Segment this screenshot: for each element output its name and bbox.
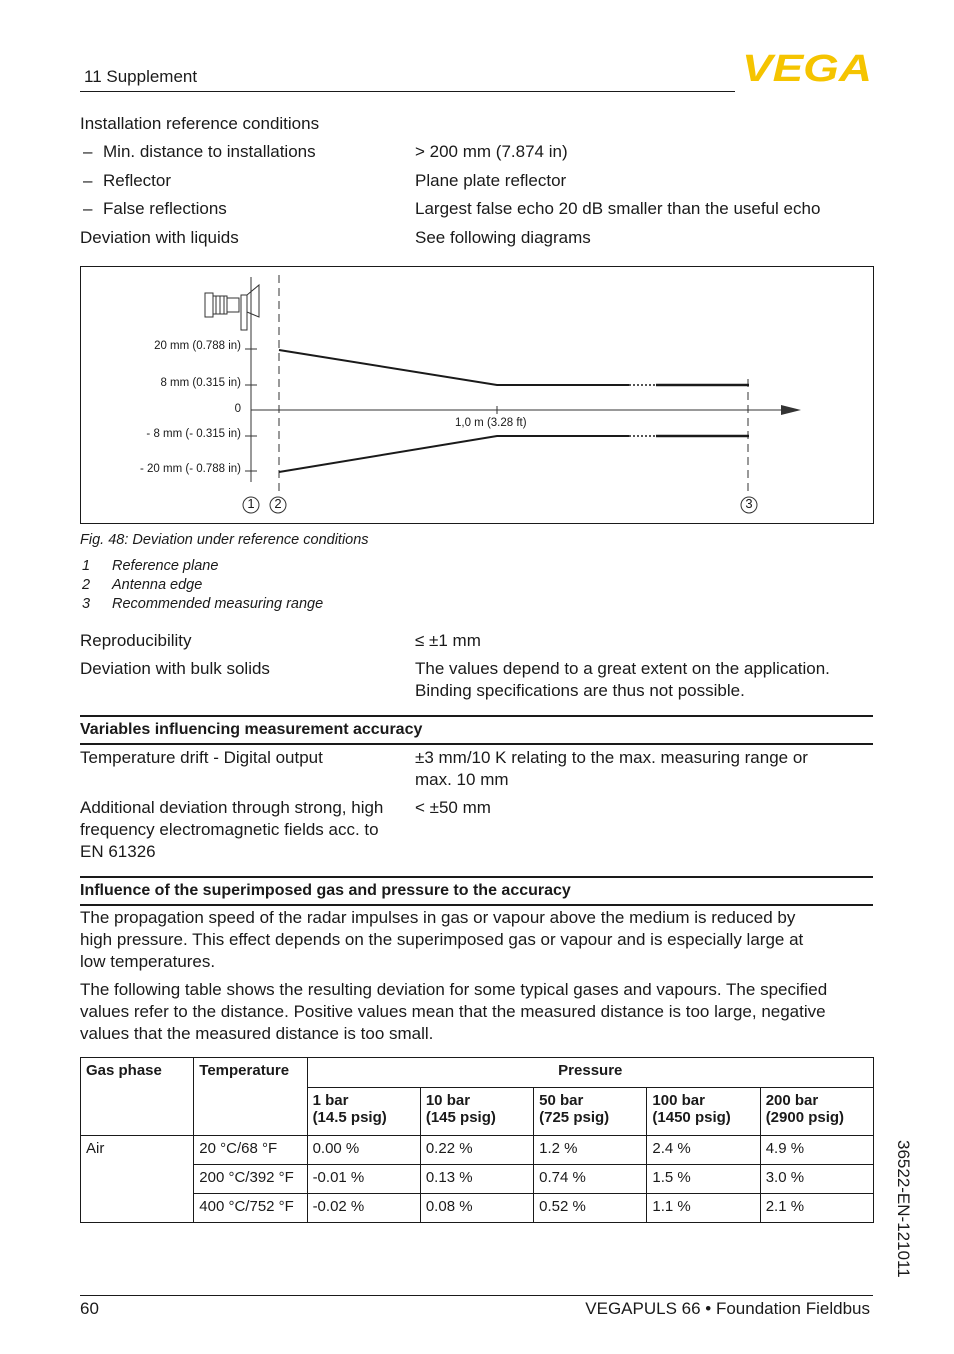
- page-number: 60: [80, 1299, 99, 1318]
- header-temperature: Temperature: [194, 1058, 307, 1136]
- gas-pressure-table: [80, 1057, 874, 1223]
- y-label-neg8: - 8 mm (- 0.315 in): [146, 428, 241, 440]
- repro-label: Reproducibility: [80, 631, 192, 650]
- y-label-8: 8 mm (0.315 in): [160, 377, 241, 389]
- value-cell: 0.22 %: [420, 1136, 533, 1165]
- lower-deviation-line: [279, 436, 629, 472]
- document-code: 36522-EN-121011: [894, 1140, 913, 1278]
- value-cell: 1.1 %: [647, 1194, 760, 1223]
- y-label-20: 20 mm (0.788 in): [154, 340, 241, 352]
- table-row: [81, 1165, 874, 1194]
- legend-text-3: Recommended measuring range: [112, 596, 324, 612]
- value-cell: 2.1 %: [760, 1194, 873, 1223]
- influence-p2-line3: values that the measured distance is too small.: [80, 1024, 434, 1043]
- temp-cell: 400 °C/752 °F: [194, 1194, 307, 1223]
- legend-num-2: 2: [82, 577, 91, 593]
- footer-product: VEGAPULS 66 • Foundation Fieldbus: [585, 1299, 870, 1318]
- em-value: < ±50 mm: [415, 798, 491, 817]
- value-cell: 0.08 %: [420, 1194, 533, 1223]
- header-rule: [80, 91, 735, 92]
- install-label-reflector: – Reflector: [103, 170, 171, 192]
- figure-caption: Fig. 48: Deviation under reference conditions: [80, 532, 369, 548]
- value-cell: -0.02 %: [307, 1194, 420, 1223]
- temp-cell: 200 °C/392 °F: [194, 1165, 307, 1194]
- install-value-distance: > 200 mm (7.874 in): [415, 142, 568, 161]
- table-row: [81, 1194, 874, 1223]
- legend-text-1: Reference plane: [112, 558, 219, 574]
- install-title: Installation reference conditions: [80, 114, 320, 133]
- influence-p2-line1: The following table shows the resulting deviation for some typical gases and vapours. The specified: [80, 980, 828, 999]
- em-label-2: frequency electromagnetic fields acc. to: [80, 820, 379, 839]
- legend-num-1: 1: [82, 558, 91, 574]
- influence-p1-line1: The propagation speed of the radar impulses in gas or vapour above the medium is reduced by: [80, 908, 796, 927]
- value-cell: 4.9 %: [760, 1136, 873, 1165]
- vega-logo: [742, 52, 872, 82]
- upper-deviation-line: [279, 350, 629, 385]
- value-cell: 0.52 %: [534, 1194, 647, 1223]
- header-pressure-50bar: 50 bar (725 psig): [534, 1088, 647, 1136]
- influence-p2-line2: values refer to the distance. Positive values mean that the measured distance is too large, negative: [80, 1002, 826, 1021]
- marker-1: 1: [247, 496, 255, 511]
- value-cell: 0.74 %: [534, 1165, 647, 1194]
- influence-p1-line3: low temperatures.: [80, 952, 216, 971]
- temp-drift-value-1: ±3 mm/10 K relating to the max. measuring range or: [415, 748, 808, 767]
- header-pressure: Pressure: [307, 1058, 873, 1088]
- y-label-neg20: - 20 mm (- 0.788 in): [140, 463, 241, 475]
- install-label-false: – False reflections: [103, 198, 227, 220]
- section-title: 11 Supplement: [84, 67, 198, 86]
- bulk-value-line2: Binding specifications are thus not possible.: [415, 681, 745, 700]
- temp-drift-label: Temperature drift - Digital output: [80, 748, 323, 767]
- legend-text-2: Antenna edge: [112, 577, 203, 593]
- temp-cell: 20 °C/68 °F: [194, 1136, 307, 1165]
- em-label-3: EN 61326: [80, 842, 156, 861]
- repro-value: ≤ ±1 mm: [415, 631, 481, 650]
- influence-heading: Influence of the superimposed gas and pressure to the accuracy: [80, 882, 571, 899]
- value-cell: 1.5 %: [647, 1165, 760, 1194]
- em-label-1: Additional deviation through strong, high: [80, 798, 384, 817]
- bulk-label: Deviation with bulk solids: [80, 659, 270, 678]
- gas-cell: Air: [81, 1136, 194, 1223]
- header-pressure-200bar: 200 bar (2900 psig): [760, 1088, 873, 1136]
- influence-p1-line2: high pressure. This effect depends on the superimposed gas or vapour and is especially large at: [80, 930, 804, 949]
- value-cell: 1.2 %: [534, 1136, 647, 1165]
- deviation-diagram: [80, 266, 874, 524]
- value-cell: 0.13 %: [420, 1165, 533, 1194]
- install-value-reflector: Plane plate reflector: [415, 171, 567, 190]
- install-value-false: Largest false echo 20 dB smaller than the useful echo: [415, 199, 821, 218]
- value-cell: 0.00 %: [307, 1136, 420, 1165]
- marker-2: 2: [274, 496, 282, 511]
- header-pressure-100bar: 100 bar (1450 psig): [647, 1088, 760, 1136]
- value-cell: -0.01 %: [307, 1165, 420, 1194]
- header-pressure-1bar: 1 bar (14.5 psig): [307, 1088, 420, 1136]
- table-row: [81, 1136, 874, 1165]
- value-cell: 2.4 %: [647, 1136, 760, 1165]
- header-gas-phase: Gas phase: [81, 1058, 194, 1136]
- logo-text: VEGA: [742, 52, 872, 82]
- temp-drift-value-2: max. 10 mm: [415, 770, 509, 789]
- bulk-value-line1: The values depend to a great extent on the application.: [415, 659, 830, 678]
- legend-num-3: 3: [82, 596, 91, 612]
- x-label-1m: 1,0 m (3.28 ft): [455, 417, 527, 429]
- liquids-label: Deviation with liquids: [80, 228, 239, 247]
- liquids-value: See following diagrams: [415, 228, 591, 247]
- y-label-0: 0: [234, 403, 241, 415]
- x-axis-arrow: [781, 405, 801, 415]
- value-cell: 3.0 %: [760, 1165, 873, 1194]
- variables-heading: Variables influencing measurement accuracy: [80, 721, 423, 738]
- header-pressure-10bar: 10 bar (145 psig): [420, 1088, 533, 1136]
- install-label-distance: – Min. distance to installations: [103, 141, 316, 163]
- marker-3: 3: [745, 496, 753, 511]
- diagram-svg: [81, 267, 873, 523]
